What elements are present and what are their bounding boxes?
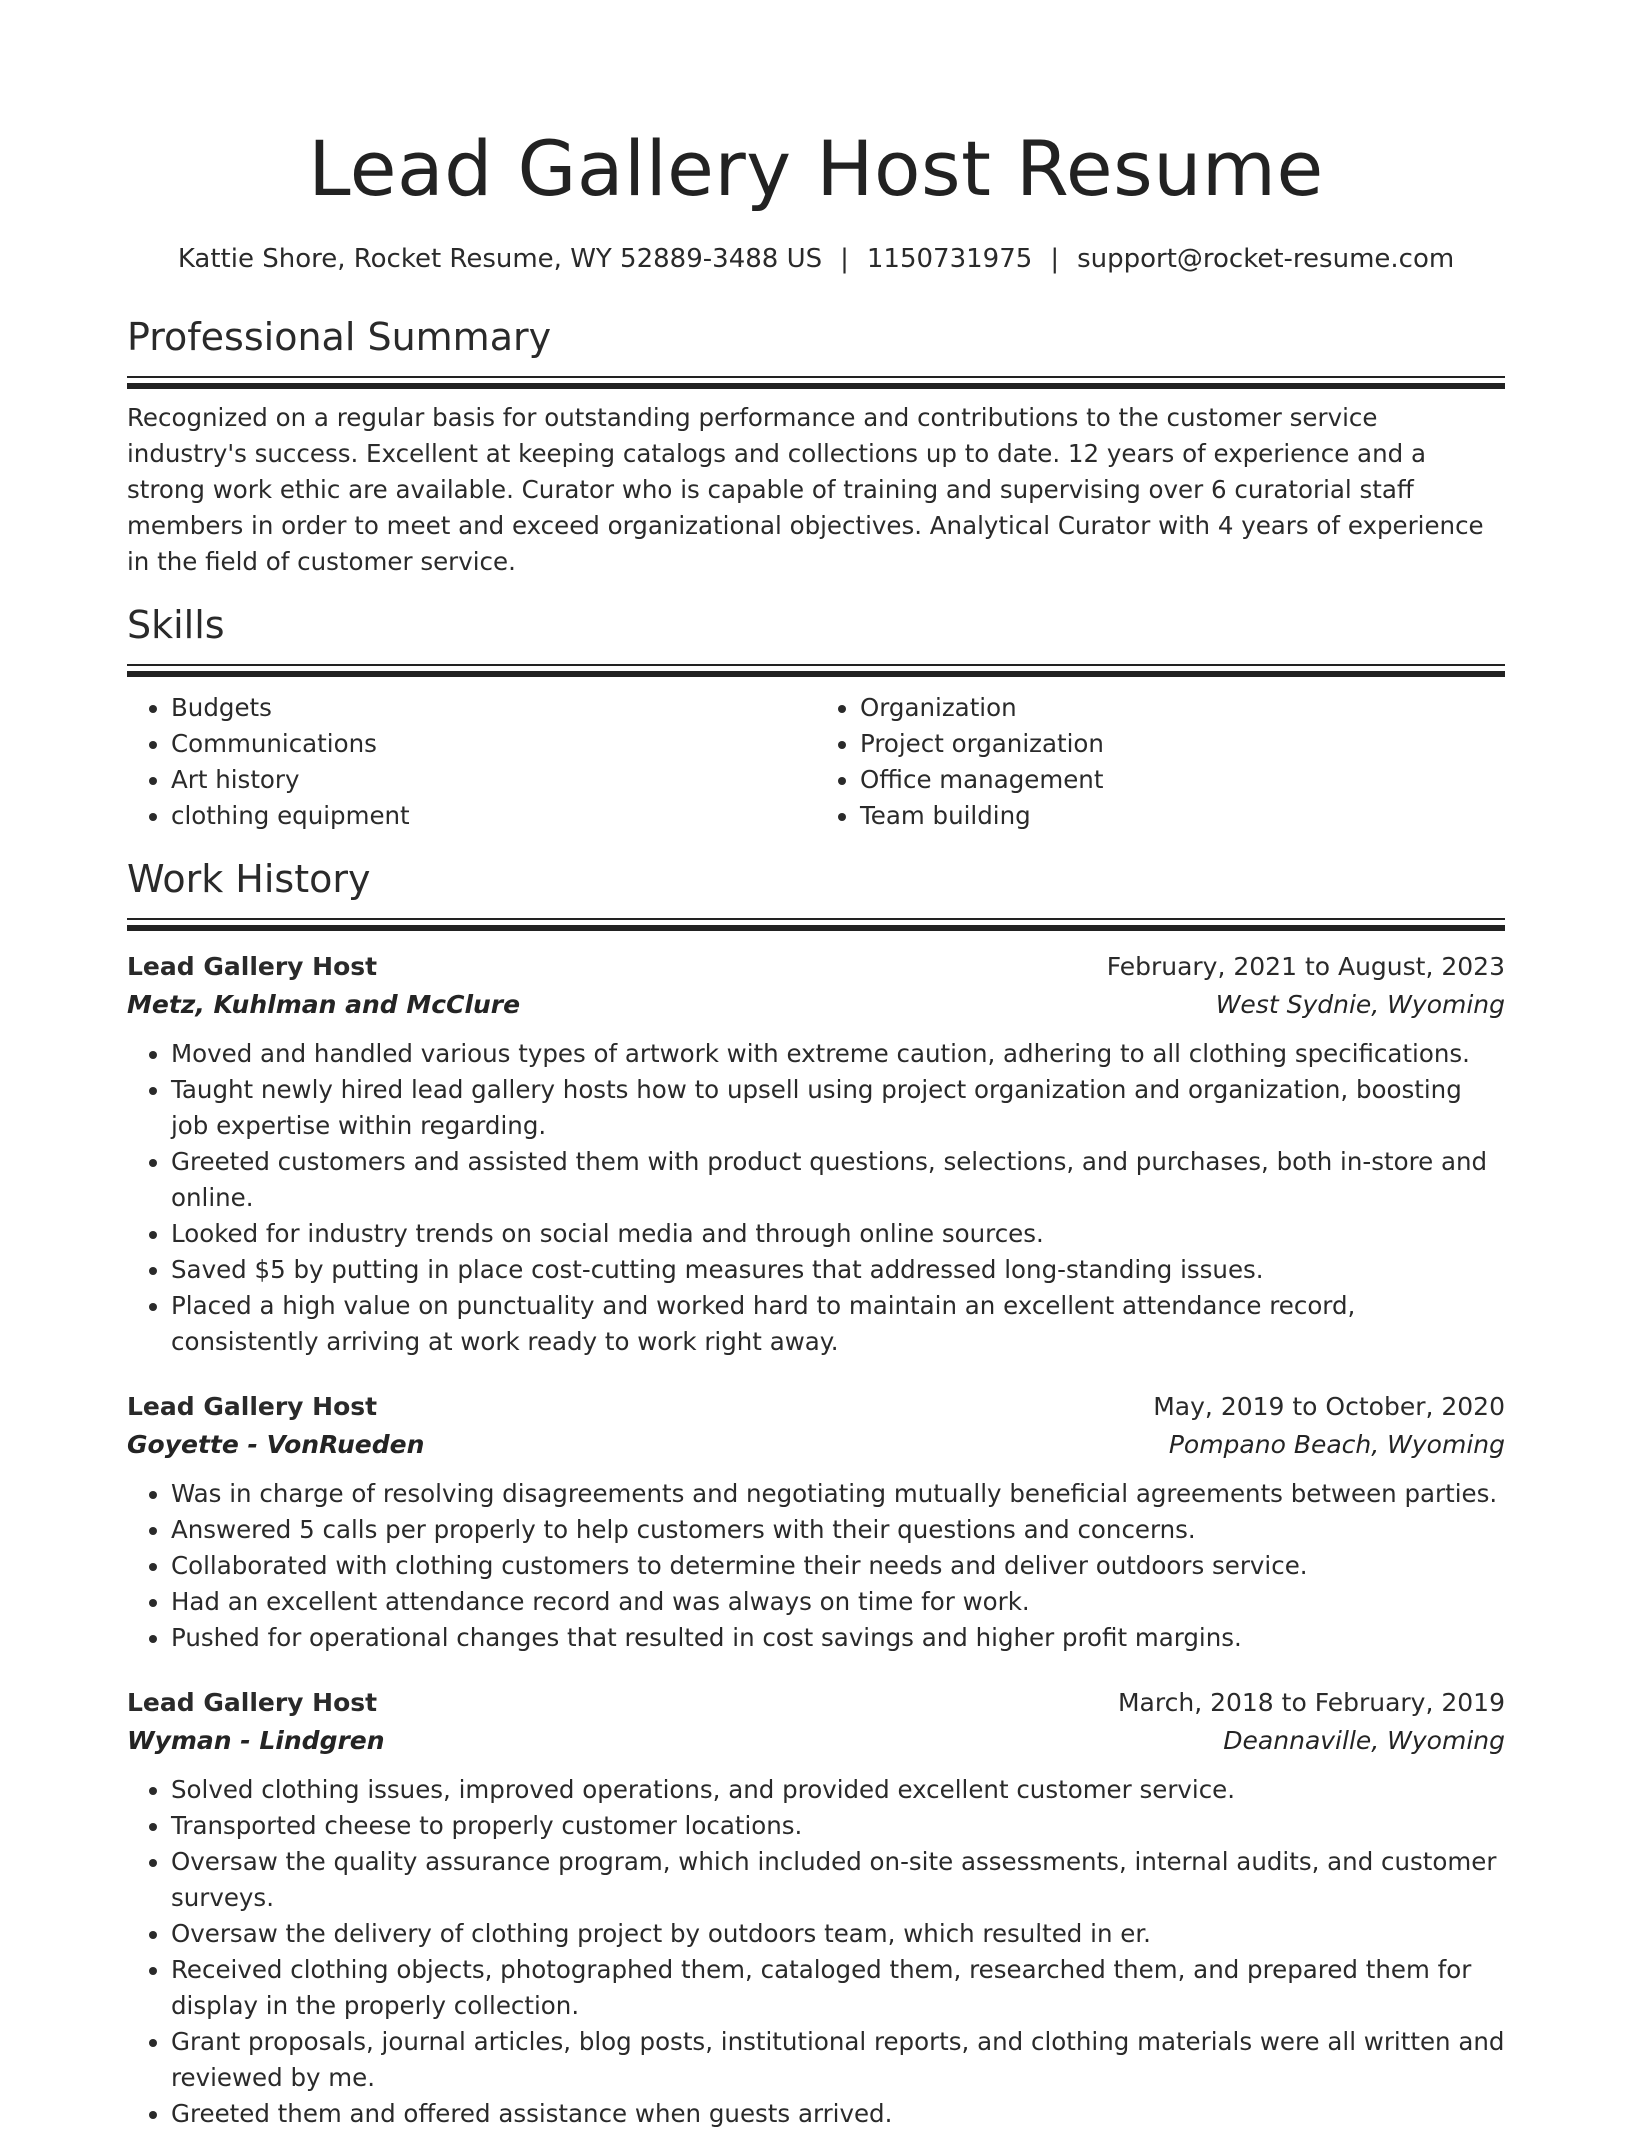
section-heading-skills: Skills [127,603,225,647]
job-bullet: • Received clothing objects, photographed them, cataloged them, researched them, and prepared them for display in the properly collection. [171,1952,1505,2024]
job-bullet: • Oversaw the quality assurance program, which included on-site assessments, internal audits, and customer surveys. [171,1844,1505,1916]
job-title: Lead Gallery Host [127,1392,378,1421]
skill-item: • Communications [171,726,816,762]
skills-list-left [127,690,816,834]
contact-address: Kattie Shore, Rocket Resume, WY 52889-3488 US [177,244,823,274]
job-location: Pompano Beach, Wyoming [1168,1430,1505,1459]
skill-item: • Project organization [860,726,1505,762]
job-bullet: • Saved $5 by putting in place cost-cutting measures that addressed long-standing issues. [171,1252,1505,1288]
job-entry [127,948,1505,1360]
job-bullets [127,1476,1505,1656]
job-location: Deannaville, Wyoming [1223,1726,1505,1755]
job-title: Lead Gallery Host [127,1688,378,1717]
job-company: Wyman - Lindgren [127,1726,385,1755]
job-bullet: • Was in charge of resolving disagreements and negotiating mutually beneficial agreements between parties. [171,1476,1505,1512]
contact-line [127,242,1505,276]
skills-columns [127,690,1505,834]
summary-section [127,314,1505,580]
job-bullet: • Pushed for operational changes that resulted in cost savings and higher profit margins. [171,1620,1505,1656]
skill-item: • Office management [860,762,1505,798]
job-bullets [127,1772,1505,2132]
section-heading-summary: Professional Summary [127,315,552,359]
skill-item: • Budgets [171,690,816,726]
contact-separator: | [840,244,849,274]
job-bullet: • Grant proposals, journal articles, blog posts, institutional reports, and clothing materials were all written and reviewed by me. [171,2024,1505,2096]
job-bullet: • Looked for industry trends on social media and through online sources. [171,1216,1505,1252]
job-bullet: • Solved clothing issues, improved operations, and provided excellent customer service. [171,1772,1505,1808]
skills-list-right [816,690,1505,834]
summary-text: Recognized on a regular basis for outstanding performance and contributions to the customer service industry's success. Excellent at keeping catalogs and collections up to date. 12 years of experience and a strong work ethic are available. Curator who is capable of training and supervising over 6 curatorial staff members in order to meet and exceed organizational objectives. Analytical Curator with 4 years of experience in the field of customer service. [127,403,1484,576]
section-divider [127,664,1505,680]
job-bullets [127,1036,1505,1360]
job-bullet: • Transported cheese to properly customer locations. [171,1808,1505,1844]
contact-phone: 1150731975 [866,244,1033,274]
job-bullet: • Oversaw the delivery of clothing project by outdoors team, which resulted in er. [171,1916,1505,1952]
job-bullet: • Placed a high value on punctuality and worked hard to maintain an excellent attendance record, consistently arriving at work ready to work right away. [171,1288,1505,1360]
section-heading-work-history: Work History [127,857,371,901]
job-dates: February, 2021 to August, 2023 [1106,952,1505,981]
job-entry [127,1684,1505,2132]
job-dates: May, 2019 to October, 2020 [1153,1392,1505,1421]
section-divider [127,918,1505,934]
job-entry [127,1388,1505,1656]
job-dates: March, 2018 to February, 2019 [1117,1688,1505,1717]
section-divider [127,376,1505,392]
work-history-section [127,856,1505,2132]
job-company: Goyette - VonRueden [127,1430,425,1459]
job-bullet: • Taught newly hired lead gallery hosts how to upsell using project organization and organization, boosting job expertise within regarding. [171,1072,1505,1144]
job-location: West Sydnie, Wyoming [1215,990,1505,1019]
job-bullet: • Moved and handled various types of artwork with extreme caution, adhering to all clothing specifications. [171,1036,1505,1072]
job-bullet: • Collaborated with clothing customers to determine their needs and deliver outdoors service. [171,1548,1505,1584]
contact-email[interactable]: support@rocket-resume.com [1077,244,1455,274]
job-company: Metz, Kuhlman and McClure [127,990,521,1019]
skill-item: • Organization [860,690,1505,726]
job-bullet: • Greeted customers and assisted them with product questions, selections, and purchases, both in-store and online. [171,1144,1505,1216]
job-title: Lead Gallery Host [127,952,378,981]
skill-item: • Team building [860,798,1505,834]
contact-separator: | [1050,244,1060,274]
skill-item: • Art history [171,762,816,798]
job-bullet: • Answered 5 calls per properly to help customers with their questions and concerns. [171,1512,1505,1548]
job-bullet: • Had an excellent attendance record and was always on time for work. [171,1584,1505,1620]
skill-item: • clothing equipment [171,798,816,834]
page-title: Lead Gallery Host Resume [308,124,1324,213]
job-bullet: • Greeted them and offered assistance when guests arrived. [171,2096,1505,2132]
skills-section [127,602,1505,834]
